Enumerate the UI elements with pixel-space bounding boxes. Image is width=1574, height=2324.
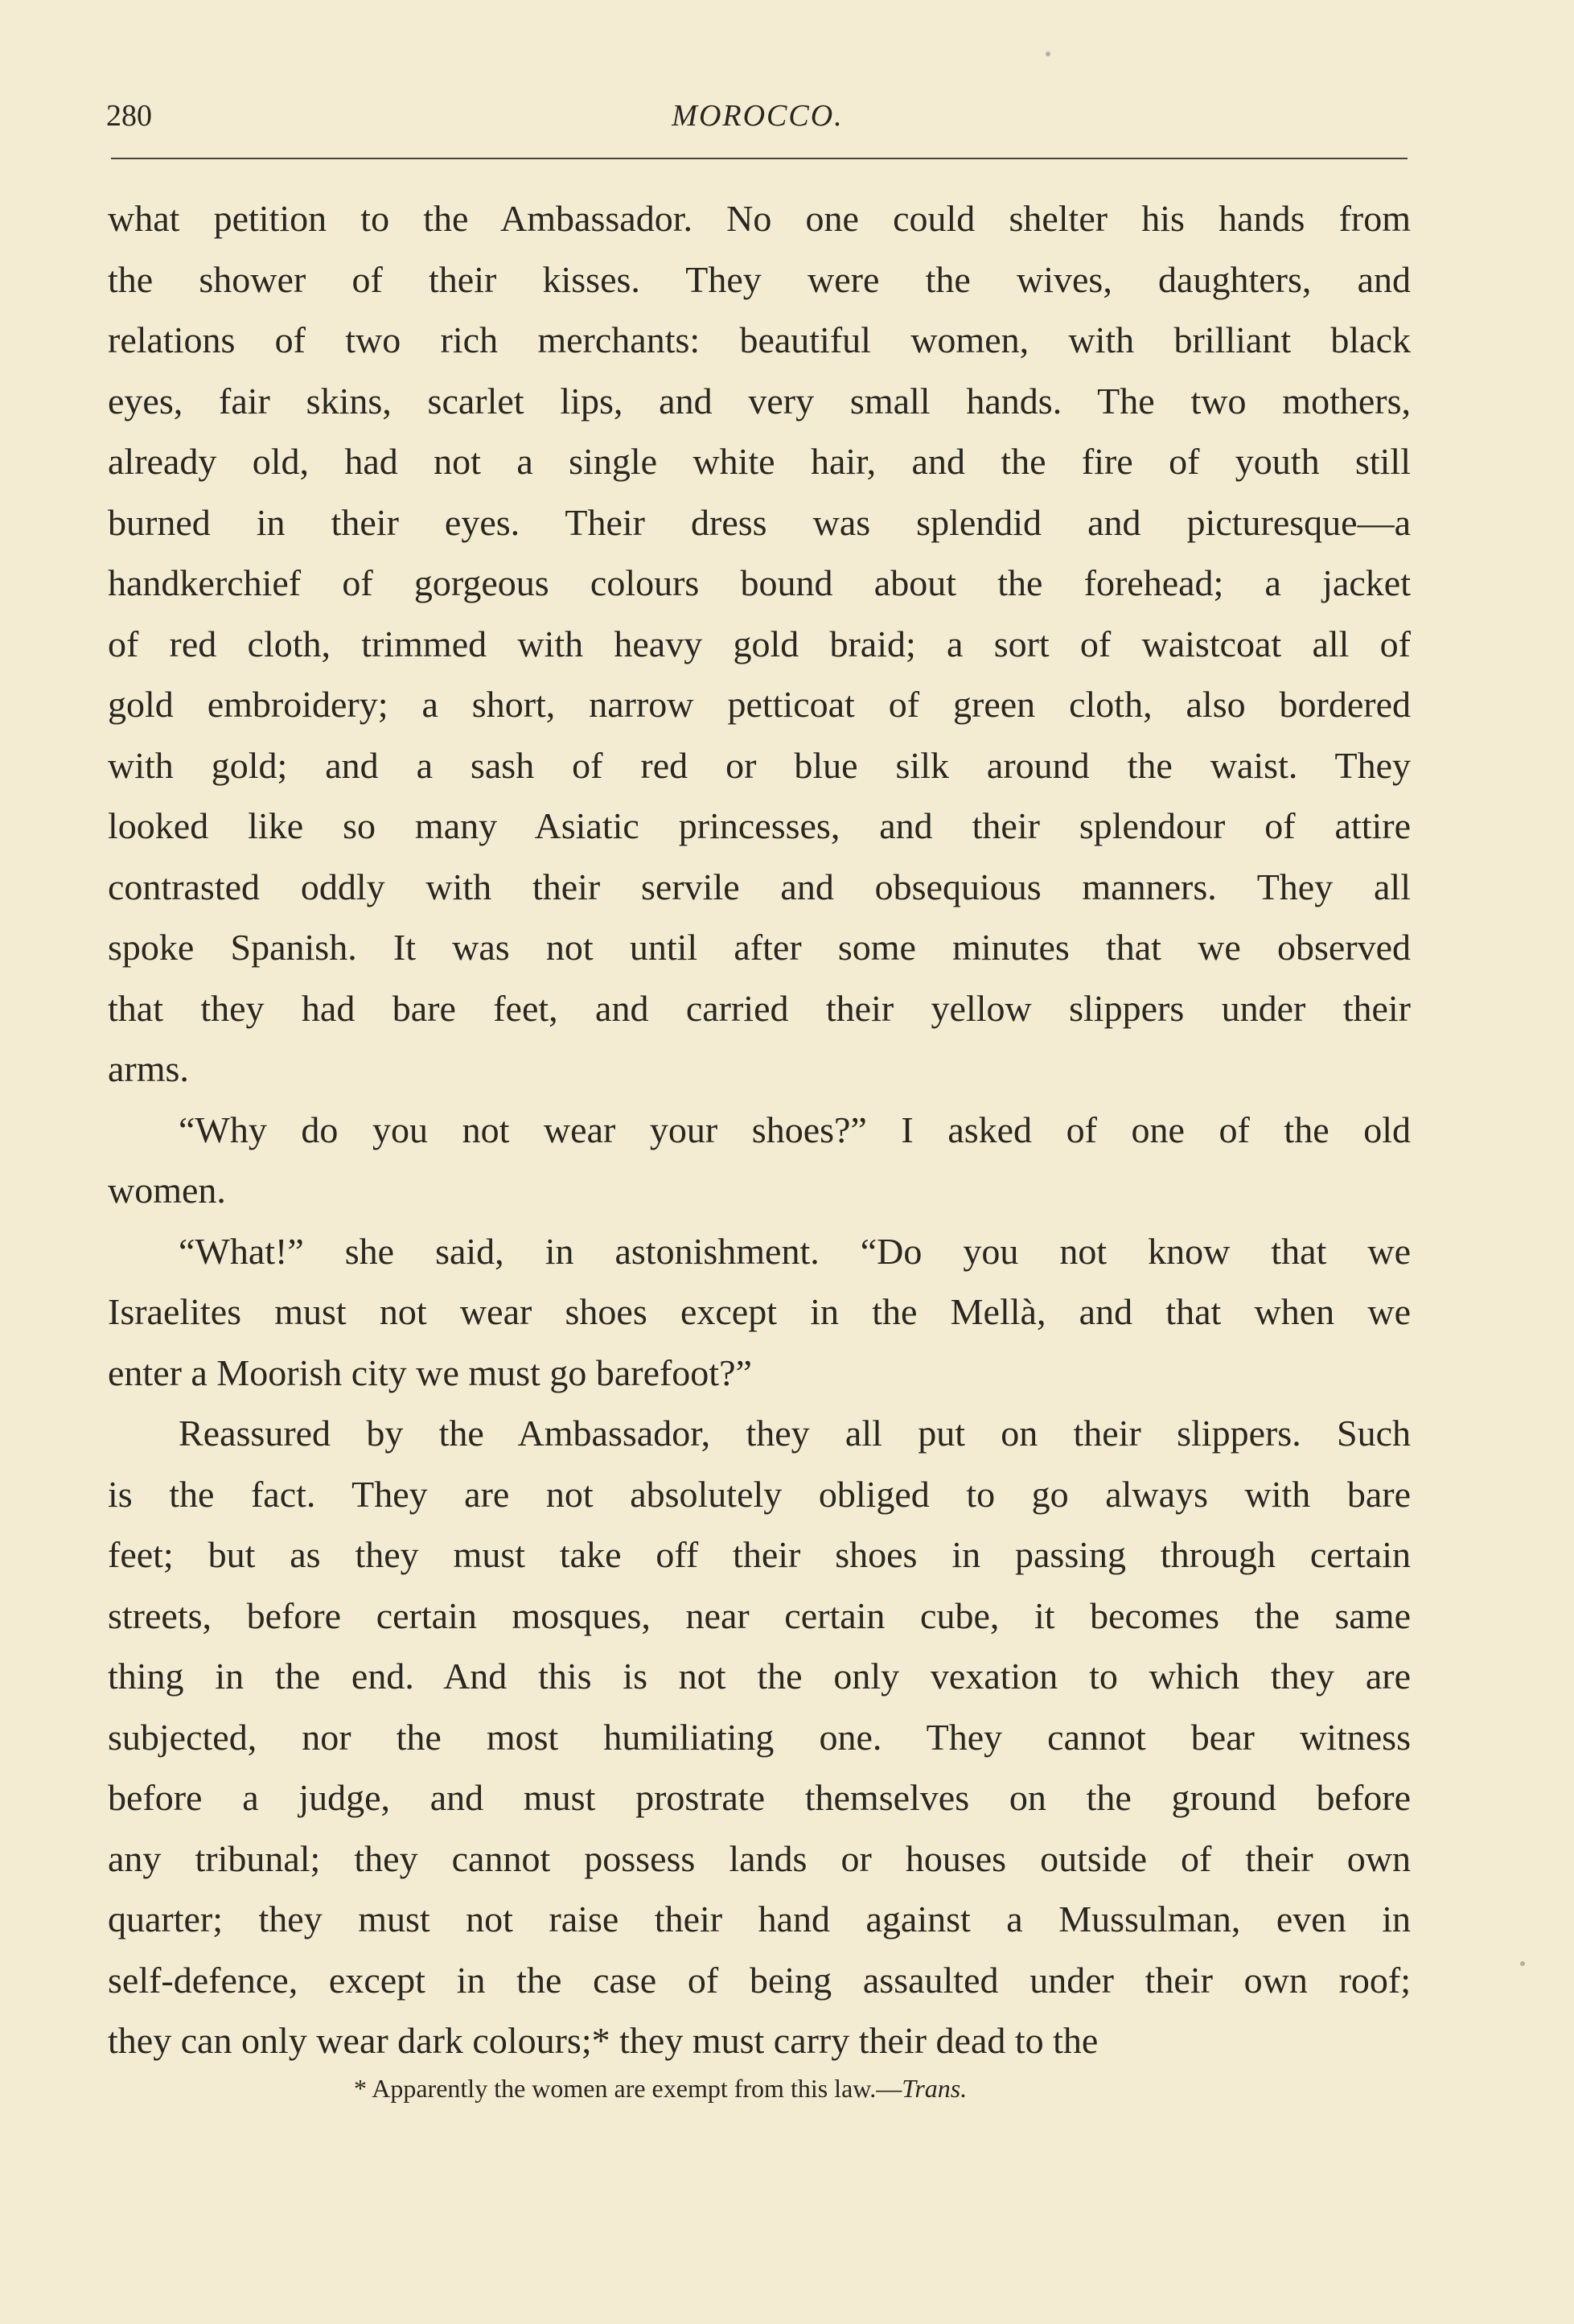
text-line: any tribunal; they cannot possess lands or houses outside of their own bbox=[108, 1837, 1411, 1879]
text-line: “What!” she said, in astonishment. “Do you not know that we bbox=[179, 1230, 1411, 1272]
text-line: Israelites must not wear shoes except in the Mellà, and that when we bbox=[108, 1291, 1411, 1332]
footnote bbox=[354, 2074, 967, 2104]
footnote-attribution: Trans. bbox=[902, 2074, 968, 2103]
paper-speck bbox=[1520, 1961, 1525, 1966]
page-header bbox=[106, 98, 1409, 146]
text-line: contrasted oddly with their servile and obsequious manners. They all bbox=[108, 866, 1411, 907]
paragraph bbox=[108, 1221, 1411, 1404]
text-line: with gold; and a sash of red or blue silk around the waist. They bbox=[108, 744, 1411, 786]
text-line: Reassured by the Ambassador, they all put on their slippers. Such bbox=[179, 1413, 1411, 1454]
text-line: looked like so many Asiatic princesses, and their splendour of attire bbox=[108, 805, 1411, 846]
text-line: the shower of their kisses. They were the wives, daughters, and bbox=[108, 258, 1411, 300]
text-line: self-defence, except in the case of being assaulted under their own roof; bbox=[108, 1959, 1411, 2001]
footnote-text: * Apparently the women are exempt from this law.— bbox=[354, 2074, 902, 2103]
text-line: enter a Moorish city we must go barefoot?” bbox=[108, 1351, 752, 1393]
text-line: relations of two rich merchants: beautiful women, with brilliant black bbox=[108, 319, 1411, 360]
text-line: gold embroidery; a short, narrow petticoat of green cloth, also bordered bbox=[108, 684, 1411, 725]
body-text bbox=[108, 188, 1411, 2071]
text-line: what petition to the Ambassador. No one could shelter his hands from bbox=[108, 198, 1411, 239]
text-line: women. bbox=[108, 1170, 226, 1211]
text-line: streets, before certain mosques, near certain cube, it becomes the same bbox=[108, 1594, 1411, 1636]
text-line: is the fact. They are not absolutely obliged to go always with bare bbox=[108, 1473, 1411, 1515]
header-rule bbox=[111, 158, 1408, 159]
text-line: spoke Spanish. It was not until after some minutes that we observed bbox=[108, 927, 1411, 968]
text-line: before a judge, and must prostrate themselves on the ground before bbox=[108, 1777, 1411, 1818]
text-line: subjected, nor the most humiliating one. They cannot bear witness bbox=[108, 1716, 1411, 1758]
text-line: eyes, fair skins, scarlet lips, and very small hands. The two mothers, bbox=[108, 380, 1411, 422]
text-line: already old, had not a single white hair, and the fire of youth still bbox=[108, 441, 1411, 482]
text-line: feet; but as they must take off their shoes in passing through certain bbox=[108, 1534, 1411, 1575]
text-line: quarter; they must not raise their hand against a Mussulman, even in bbox=[108, 1898, 1411, 1939]
text-line: that they had bare feet, and carried their yellow slippers under their bbox=[108, 987, 1411, 1029]
paragraph bbox=[108, 1403, 1411, 2071]
page-number: 280 bbox=[106, 99, 152, 133]
paper-speck bbox=[1046, 51, 1050, 56]
text-line: thing in the end. And this is not the only vexation to which they are bbox=[108, 1656, 1411, 1697]
paragraph bbox=[108, 1100, 1411, 1221]
running-title: MOROCCO. bbox=[672, 99, 844, 133]
text-line: they can only wear dark colours;* they must carry their dead to the bbox=[108, 2020, 1099, 2061]
text-line: “Why do you not wear your shoes?” I asked of one of the old bbox=[179, 1109, 1411, 1150]
paragraph bbox=[108, 188, 1411, 1100]
text-line: arms. bbox=[108, 1048, 189, 1089]
text-line: handkerchief of gorgeous colours bound about the forehead; a jacket bbox=[108, 562, 1411, 603]
text-line: burned in their eyes. Their dress was splendid and picturesque—a bbox=[108, 501, 1411, 543]
text-line: of red cloth, trimmed with heavy gold braid; a sort of waistcoat all of bbox=[108, 623, 1411, 664]
